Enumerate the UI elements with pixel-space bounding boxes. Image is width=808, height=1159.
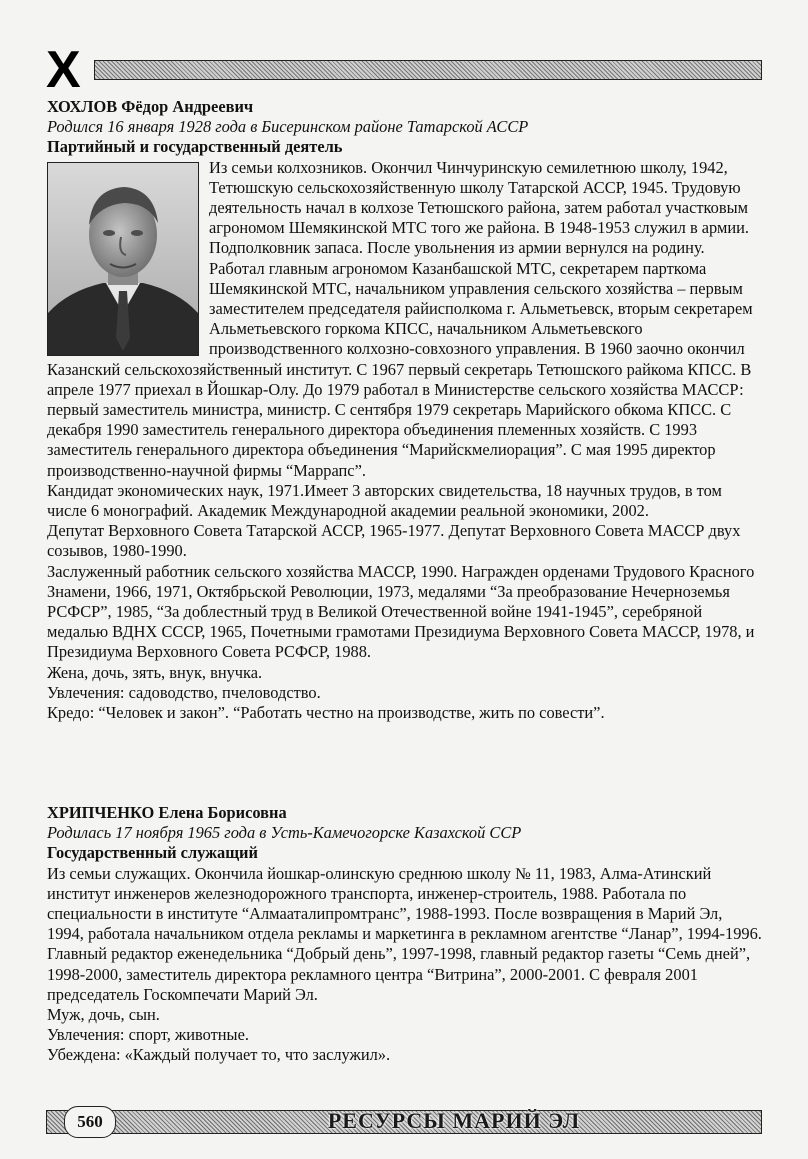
paragraph: Кредо: “Человек и закон”. “Работать честно на производстве, жить по совести”. [47, 703, 605, 723]
person-role: Партийный и государственный деятель [47, 137, 343, 157]
paragraph: Увлечения: садоводство, пчеловодство. [47, 682, 321, 702]
section-letter: Х [46, 41, 81, 99]
paragraph: Жена, дочь, зять, внук, внучка. [47, 662, 263, 682]
paragraph: Заслуженный работник сельского хозяйства МАССР, 1990. Награжден орденами Трудового Красного Знамени, 1966, 1971, Октябрьской Революции, 1973, медалями “За преобразование Нечерноземья РСФСР”, 1985, “За доблестный труд в Великой Отечественной войне 1941-1945”, серебряной медалью ВДНХ СССР, 1965, Почетными грамотами Президиума Верховного Совета МАССР, 1978, и Президиума Верховного Совета РСФСР, 1988. [47, 561, 755, 662]
section-header [46, 41, 762, 99]
paragraph: Депутат Верховного Совета Татарской АССР, 1965-1977. Депутат Верховного Совета МАССР двух созывов, 1980-1990. [47, 521, 741, 561]
paragraph: Убеждена: «Каждый получает то, что заслужил». [47, 1045, 391, 1065]
person-role: Государственный служащий [47, 843, 258, 863]
paragraph: Муж, дочь, сын. [47, 1005, 160, 1025]
person-name: ХРИПЧЕНКО Елена Борисовна [47, 803, 287, 822]
paragraph: Из семьи колхозников. Окончил Чинчуринскую семилетнюю школу, 1942, Тетюшскую сельскохозяйственную школу Татарской АССР, 1945. Трудовую деятельность начал в колхозе Тетюшского района, затем работал участковым агрономом Шемякинской МТС того же района. В 1948-1953 служил в армии. Подполковник запаса. После увольнения из армии вернулся на родину. Работал главным агрономом Казанбашской МТС, секретарем парткома Шемякинской МТС, начальником управления сельского хозяйства – первым заместителем председателя райисполкома г. Альметьевск, вторым секретарем Альметьевского горкома КПСС, начальником Альметьевского производственного колхозно-совхозного управления. В 1960 заочно окончил Казанский сельскохозяйственный институт. С 1967 первый секретарь Тетюшского райкома КПСС. В апреле 1977 приехал в Йошкар-Олу. До 1979 работал в Министерстве сельского хозяйства МАССР: первый заместитель министра, министр. С сентября 1979 секретарь Марийского обкома КПСС. С декабря 1990 заместитель генерального директора объединения племенных хозяйств. С 1993 заместитель генерального директора объединения “Марийскмелиорация”. С мая 1995 директор производственно-научной фирмы “Маррапс”. [47, 157, 753, 480]
biography-entry [47, 97, 763, 723]
paragraph: Увлечения: спорт, животные. [47, 1025, 249, 1045]
biography-entry [47, 803, 763, 1066]
person-name: ХОХЛОВ Фёдор Андреевич [47, 97, 254, 116]
portrait-illustration [48, 163, 198, 355]
book-title: РЕСУРСЫ МАРИЙ ЭЛ [327, 1108, 581, 1133]
portrait-photo [47, 162, 199, 356]
birth-info: Родился 16 января 1928 года в Бисеринском районе Татарской АССР [47, 117, 529, 137]
page-number: 560 [64, 1106, 116, 1138]
paragraph: Кандидат экономических наук, 1971.Имеет 3 авторских свидетельства, 18 научных трудов, в том числе 6 монографий. Академик Международной академии реальной экономики, 2002. [47, 480, 722, 521]
decorative-hatch-bar [94, 60, 762, 80]
page-footer [46, 1102, 762, 1138]
birth-info: Родилась 17 ноября 1965 года в Усть-Камечогорске Казахской ССР [47, 823, 522, 843]
paragraph: Из семьи служащих. Окончила йошкар-олинскую среднюю школу № 11, 1983, Алма-Атинский институт инженеров железнодорожного транспорта, инженер-строитель, 1988. Работала по специальности в институте “Алмааталипромтранс”, 1988-1993. После возвращения в Марий Эл, 1994, работала начальником отдела рекламы и маркетинга в рекламном агентстве “Ланар”, 1994-1996. Главный редактор еженедельника “Добрый день”, 1997-1998, главный редактор газеты “Семь дней”, 1998-2000, заместитель директора рекламного центра “Витрина”, 2000-2001. С февраля 2001 председатель Госкомпечати Марий Эл. [47, 863, 762, 1004]
